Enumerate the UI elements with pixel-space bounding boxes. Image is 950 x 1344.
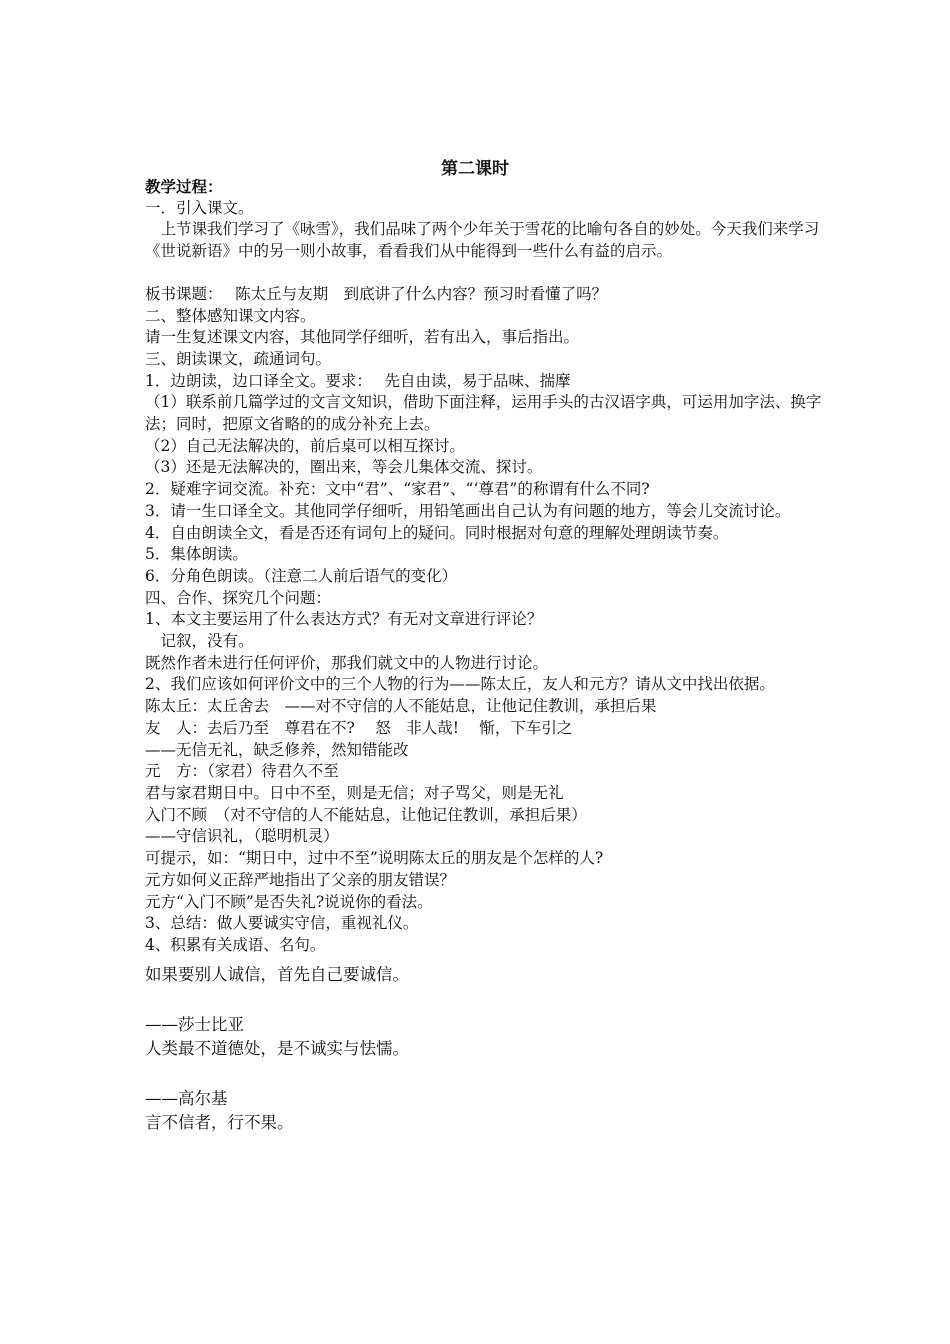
paragraph: ——无信无礼，缺乏修养，然知错能改: [145, 740, 409, 759]
paragraph: 君与家君期日中。日中不至，则是无信；对子骂父，则是无礼: [145, 783, 564, 802]
paragraph: 可提示，如：“期日中，过中不至”说明陈太丘的朋友是个怎样的人?: [145, 849, 604, 868]
paragraph: 三、朗读课文，疏通词句。: [145, 349, 332, 368]
document-title: 第二课时: [441, 159, 509, 179]
paragraph: 1．边朗读，边口译全文。要求： 先自由读，易于品味、揣摩: [145, 371, 571, 390]
quote-text: 人类最不道德处，是不诚实与怯懦。: [145, 1038, 409, 1058]
paragraph: 陈太丘：太丘舍去 ——对不守信的人不能姑息，让他记住教训，承担后果: [145, 697, 657, 716]
paragraph: 上节课我们学习了《咏雪》，我们品味了两个少年关于雪花的比喻句各自的妙处。今天我们来学习《世说新语》中的另一则小故事，看看我们从中能得到一些什么有益的启示。: [145, 220, 820, 261]
paragraph: 元 方：（家君）待君久不至: [145, 762, 339, 781]
process-heading: 教学过程：: [145, 177, 223, 196]
paragraph: 既然作者未进行任何评价，那我们就文中的人物进行讨论。: [145, 653, 549, 672]
paragraph: 请一生复述课文内容，其他同学仔细听，若有出入，事后指出。: [145, 328, 580, 347]
paragraph: 一．引入课文。: [145, 198, 254, 217]
paragraph: 元方“入门不顾”是否失礼?说说你的看法。: [145, 892, 433, 911]
blank-line: [145, 1061, 845, 1087]
paragraph: 友 人：去后乃至 尊君在不? 怒 非人哉! 惭，下车引之: [145, 718, 573, 737]
paragraph: 2．疑难字词交流。补充：文中“君”、“家君”、“‘尊君”的称谓有什么不同?: [145, 480, 650, 499]
quote-author: ——高尔基: [145, 1088, 228, 1108]
paragraph: 板书课题： 陈太丘与友期 到底讲了什么内容？预习时看懂了吗？: [145, 284, 608, 303]
paragraph: 4．自由朗读全文，看是否还有词句上的疑问。同时根据对句意的理解处理朗读节奏。: [145, 523, 729, 542]
paragraph: 记叙，没有。: [160, 632, 254, 651]
document-body: [145, 176, 845, 1135]
paragraph: 四、合作、探究几个问题：: [145, 588, 332, 607]
paragraph: （2）自己无法解决的，前后桌可以相互探讨。: [145, 436, 465, 455]
paragraph: ——守信识礼，（聪明机灵）: [145, 827, 339, 846]
paragraph: 入门不顾 （对不守信的人不能姑息，让他记住教训，承担后果）: [145, 805, 587, 824]
blank-line: [145, 987, 845, 1013]
blank-line: [145, 263, 845, 284]
quote-text: 言不信者，行不果。: [145, 1112, 294, 1132]
quote-text: 如果要别人诚信，首先自己要诚信。: [145, 964, 409, 984]
quote-author: ——莎士比亚: [145, 1014, 244, 1034]
paragraph: 3、总结：做人要诚实守信，重视礼仪。: [145, 914, 419, 933]
paragraph: 1、本文主要运用了什么表达方式？有无对文章进行评论？: [145, 610, 543, 629]
paragraph: （3）还是无法解决的，圈出来，等会儿集体交流、探讨。: [145, 458, 543, 477]
paragraph: （1）联系前几篇学过的文言文知识，借助下面注释，运用手头的古汉语字典，可运用加字法、换字法；同时，把原文省略的的成分补充上去。: [145, 393, 822, 434]
paragraph: 2、我们应该如何评价文中的三个人物的行为——陈太丘，友人和元方？请从文中找出依据。: [145, 675, 775, 694]
paragraph: 6．分角色朗读。（注意二人前后语气的变化）: [145, 566, 458, 585]
paragraph: 二、整体感知课文内容。: [145, 306, 316, 325]
paragraph: 3．请一生口译全文。其他同学仔细听，用铅笔画出自己认为有问题的地方，等会儿交流讨论。: [145, 501, 791, 520]
paragraph: 元方如何义正辞严地指出了父亲的朋友错误？: [145, 870, 456, 889]
paragraph: 4、积累有关成语、名句。: [145, 935, 326, 954]
paragraph: 5．集体朗读。: [145, 545, 248, 564]
